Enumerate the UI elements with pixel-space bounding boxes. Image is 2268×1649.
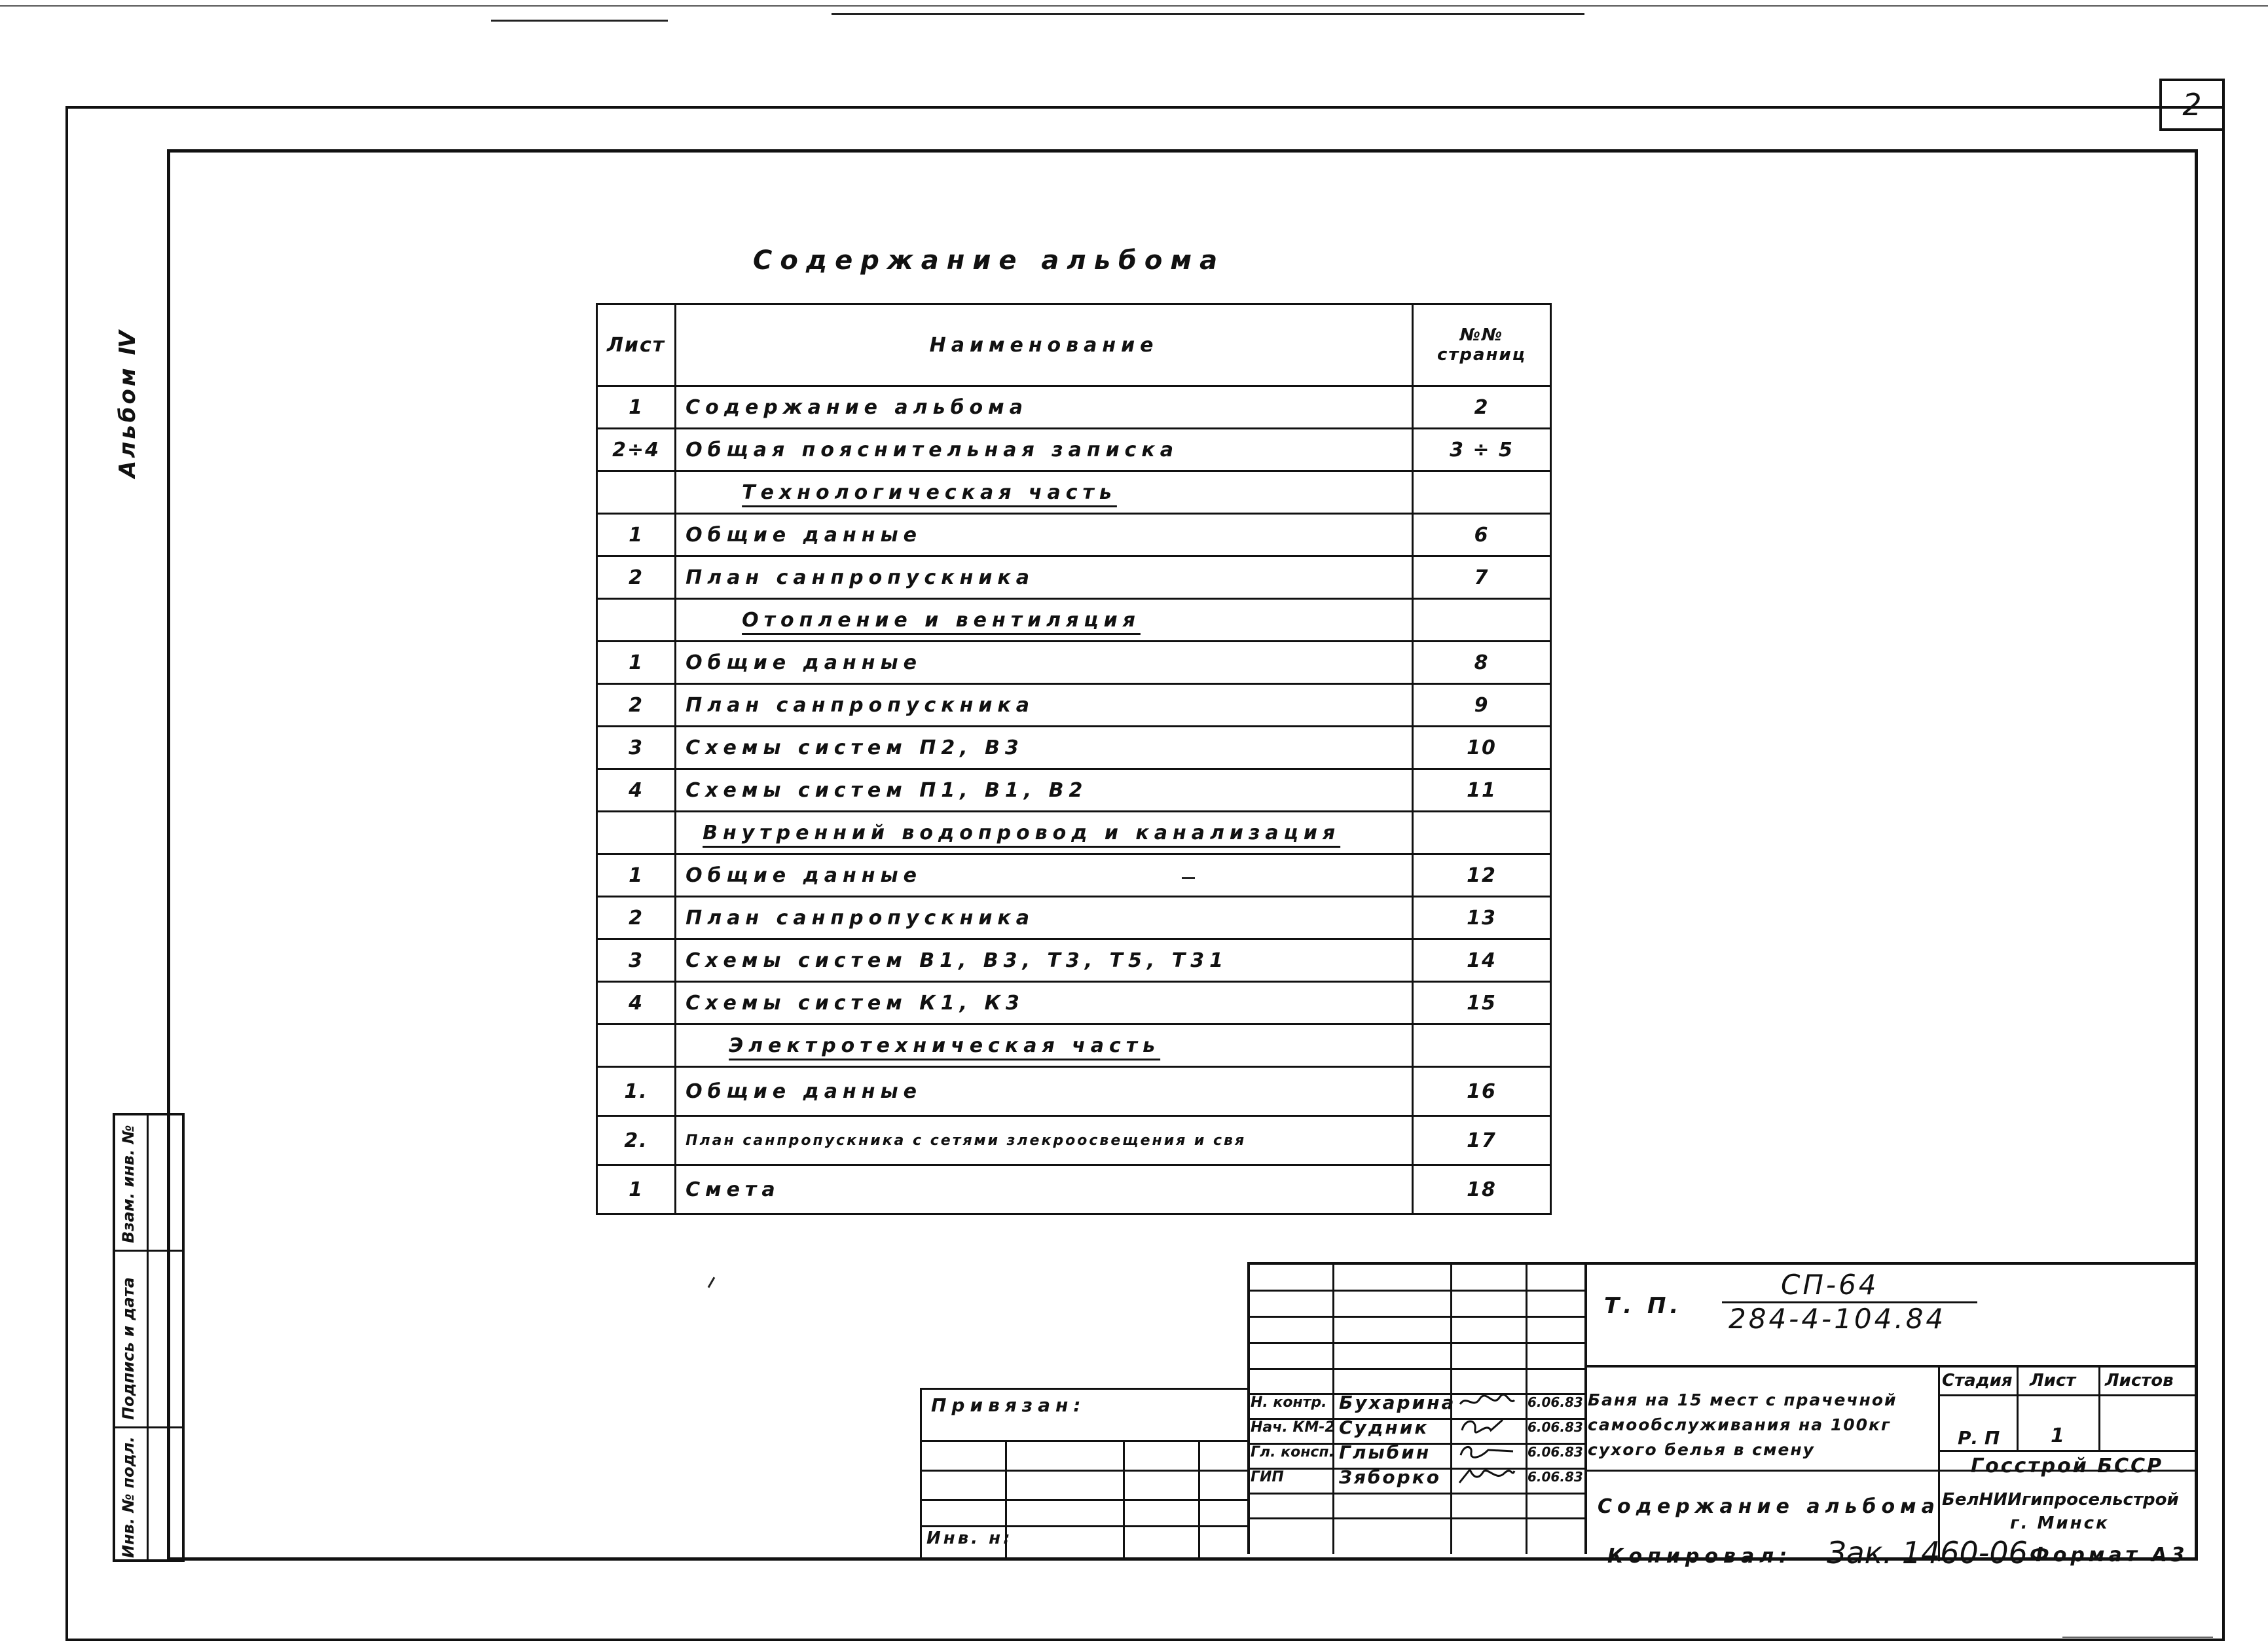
row-pages: 15	[1413, 982, 1551, 1024]
scan-mark	[1182, 877, 1195, 879]
role-label: Нач. КМ-2	[1251, 1419, 1335, 1436]
table-row	[597, 854, 1551, 897]
table-row	[597, 727, 1551, 769]
row-name: План санпропускника с сетями злекроосвещения и свя	[676, 1116, 1413, 1165]
row-sheet	[597, 1024, 676, 1067]
table-row	[597, 556, 1551, 599]
tb-line	[1584, 1365, 2198, 1368]
table-row	[597, 386, 1551, 429]
org-line: г. Минск	[2010, 1513, 2110, 1533]
row-sheet: 2.	[597, 1116, 676, 1165]
section-row	[597, 1024, 1551, 1067]
role-date: 6.06.83	[1527, 1419, 1583, 1435]
table-row	[597, 514, 1551, 556]
sheet-value: 1	[2051, 1424, 2064, 1447]
table-row	[597, 897, 1551, 939]
row-sheet: 2	[597, 556, 676, 599]
row-sheet: 3	[597, 939, 676, 982]
role-name: Зяборко	[1339, 1466, 1441, 1488]
tb-line	[920, 1388, 922, 1558]
section-label: Технологическая часть	[742, 480, 1117, 504]
role-name: Глыбин	[1339, 1441, 1431, 1463]
row-name: Общие данные	[676, 854, 1413, 897]
left-stamp	[113, 1113, 185, 1562]
row-pages: 11	[1413, 769, 1551, 812]
tb-line	[1198, 1440, 1200, 1558]
row-sheet	[597, 599, 676, 642]
role-date: 6.06.83	[1527, 1394, 1583, 1410]
album-side-label: Альбом Ⅳ	[115, 328, 141, 478]
row-sheet: 4	[597, 769, 676, 812]
vzam-inv-label: Взам. инв. №	[119, 1125, 137, 1243]
privyazan-label: Привязан:	[931, 1394, 1086, 1416]
role-label: Н. контр.	[1251, 1394, 1327, 1411]
format-label: Формат А3	[2030, 1544, 2189, 1567]
signature-image	[1457, 1466, 1516, 1485]
row-pages: 16	[1413, 1067, 1551, 1116]
inv-orig-label: Инв. № подл.	[119, 1436, 137, 1558]
tb-line	[1247, 1262, 1250, 1554]
row-name: Общие данные	[676, 514, 1413, 556]
tb-line	[2098, 1365, 2100, 1450]
org-line: Госстрой БССР	[1971, 1455, 2164, 1477]
section-label: Отопление и вентиляция	[742, 608, 1141, 632]
inv-no-label: Инв. н:	[926, 1529, 1013, 1548]
row-sheet: 2÷4	[597, 429, 676, 471]
role-name: Судник	[1339, 1417, 1429, 1438]
order-number: Зак. 1460-06	[1827, 1535, 2028, 1570]
role-name: Бухарина	[1339, 1392, 1456, 1413]
row-pages: 7	[1413, 556, 1551, 599]
scan-line	[0, 5, 2268, 7]
section-title	[676, 812, 1413, 854]
row-pages	[1413, 1024, 1551, 1067]
page-number: 2	[2159, 79, 2225, 131]
page-title: Содержание альбома	[753, 245, 1226, 276]
sign-date-label: Подпись и дата	[119, 1277, 137, 1420]
signature-image	[1457, 1416, 1516, 1436]
tp-prefix: Т. П.	[1604, 1293, 1683, 1319]
row-pages: 2	[1413, 386, 1551, 429]
stamp-divider	[115, 1426, 182, 1428]
table-row	[597, 1067, 1551, 1116]
row-pages: 10	[1413, 727, 1551, 769]
row-sheet: 3	[597, 727, 676, 769]
stamp-divider	[115, 1250, 182, 1252]
row-sheet	[597, 471, 676, 514]
tb-line	[1247, 1517, 1586, 1519]
section-label: Внутренний водопровод и канализация	[703, 821, 1341, 844]
section-row	[597, 599, 1551, 642]
tb-line	[1247, 1368, 1586, 1370]
table-row	[597, 939, 1551, 982]
row-name: Смета	[676, 1165, 1413, 1214]
row-pages: 13	[1413, 897, 1551, 939]
scan-line	[2062, 1637, 2213, 1638]
org-line: БелНИИгипросельстрой	[1942, 1490, 2179, 1510]
section-row	[597, 812, 1551, 854]
row-pages: 6	[1413, 514, 1551, 556]
code-top: СП-64	[1781, 1269, 1879, 1301]
signature-image	[1457, 1391, 1516, 1411]
row-sheet: 1	[597, 386, 676, 429]
row-name: Схемы систем П2, В3	[676, 727, 1413, 769]
tb-line	[1247, 1262, 2198, 1265]
stage-value: Р. П	[1958, 1427, 2000, 1449]
role-date: 6.06.83	[1527, 1469, 1583, 1485]
code-bottom: 284-4-104.84	[1728, 1303, 1947, 1335]
row-pages: 3 ÷ 5	[1413, 429, 1551, 471]
section-title	[676, 599, 1413, 642]
table-row	[597, 642, 1551, 684]
row-sheet: 1	[597, 642, 676, 684]
section-row	[597, 471, 1551, 514]
tb-line	[1247, 1342, 1586, 1344]
tb-line	[2017, 1365, 2019, 1450]
row-pages: 12	[1413, 854, 1551, 897]
row-name: Содержание альбома	[676, 386, 1413, 429]
table-row	[597, 982, 1551, 1024]
role-label: Гл. консп.	[1251, 1444, 1334, 1460]
row-pages: 14	[1413, 939, 1551, 982]
tb-line	[1247, 1493, 1586, 1495]
header-pages: №№ страниц	[1413, 304, 1551, 386]
scan-line	[491, 20, 668, 22]
row-pages	[1413, 812, 1551, 854]
section-label: Электротехническая часть	[729, 1034, 1161, 1057]
row-pages: 18	[1413, 1165, 1551, 1214]
tb-line	[920, 1388, 1249, 1390]
tb-line	[1332, 1262, 1334, 1554]
table-row	[597, 429, 1551, 471]
tb-line	[1123, 1440, 1125, 1558]
row-pages: 8	[1413, 642, 1551, 684]
row-name: Общие данные	[676, 642, 1413, 684]
sheet-title: Содержание альбома	[1598, 1495, 1940, 1518]
table-row	[597, 684, 1551, 727]
row-name: План санпропускника	[676, 897, 1413, 939]
stage-label: Стадия	[1942, 1371, 2013, 1390]
row-sheet: 1	[597, 854, 676, 897]
row-name: План санпропускника	[676, 556, 1413, 599]
role-label: ГИП	[1251, 1469, 1284, 1485]
project-line: самообслуживания на 100кг	[1588, 1415, 1892, 1434]
table-row	[597, 1165, 1551, 1214]
sheet-label: Лист	[2030, 1371, 2076, 1390]
row-name: Общая пояснительная записка	[676, 429, 1413, 471]
stamp-divider	[147, 1115, 149, 1559]
tb-line	[1247, 1316, 1586, 1318]
tb-line	[1247, 1290, 1586, 1292]
table-row	[597, 769, 1551, 812]
row-sheet: 2	[597, 897, 676, 939]
project-line: Баня на 15 мест с прачечной	[1588, 1390, 1897, 1409]
tb-line	[1584, 1262, 1587, 1554]
signature-image	[1457, 1441, 1516, 1460]
row-name: Схемы систем П1, В1, В2	[676, 769, 1413, 812]
header-name: Наименование	[676, 304, 1413, 386]
tb-line	[1938, 1394, 2198, 1396]
row-sheet: 4	[597, 982, 676, 1024]
row-sheet	[597, 812, 676, 854]
row-pages: 9	[1413, 684, 1551, 727]
row-sheet: 1.	[597, 1067, 676, 1116]
row-name: Схемы систем В1, В3, Т3, Т5, Т31	[676, 939, 1413, 982]
row-pages	[1413, 471, 1551, 514]
table-row	[597, 1116, 1551, 1165]
contents-table	[596, 303, 1552, 1215]
row-pages	[1413, 599, 1551, 642]
copied-label: Копировал:	[1607, 1545, 1793, 1568]
scan-line	[832, 13, 1584, 15]
row-name: Схемы систем К1, К3	[676, 982, 1413, 1024]
row-sheet: 1	[597, 1165, 676, 1214]
role-date: 6.06.83	[1527, 1444, 1583, 1460]
row-name: Общие данные	[676, 1067, 1413, 1116]
row-pages: 17	[1413, 1116, 1551, 1165]
section-title	[676, 1024, 1413, 1067]
row-sheet: 1	[597, 514, 676, 556]
tb-line	[1938, 1450, 2198, 1452]
sheets-label: Листов	[2105, 1371, 2174, 1390]
project-line: сухого белья в смену	[1588, 1440, 1815, 1459]
section-title	[676, 471, 1413, 514]
row-name: План санпропускника	[676, 684, 1413, 727]
row-sheet: 2	[597, 684, 676, 727]
header-sheet: Лист	[597, 304, 676, 386]
table-header-row	[597, 304, 1551, 386]
